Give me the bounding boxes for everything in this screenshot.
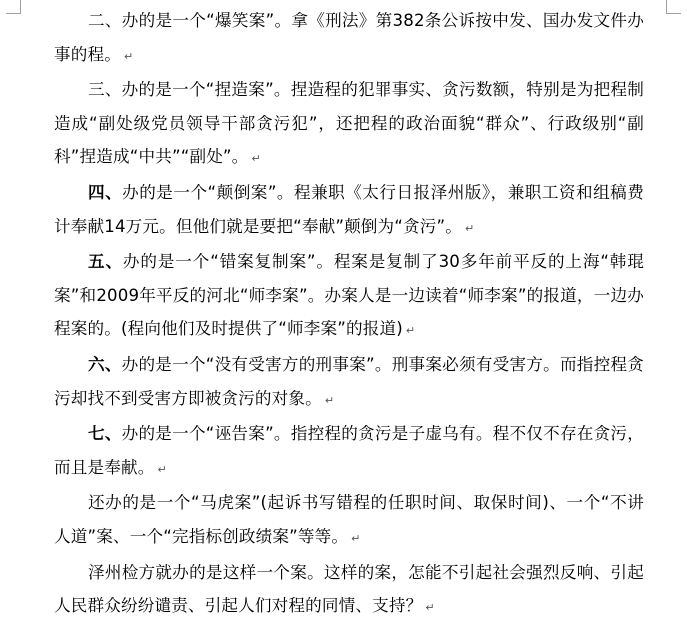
paragraph-text: 二、办的是一个“爆笑案”。拿《刑法》第382条公诉按中发、国办发文件办事的程。	[54, 11, 644, 64]
paragraph-text: 办的是一个“没有受害方的刑事案”。刑事案必须有受害方。而指控程贪污却找不到受害方即被贪污的对象。	[54, 354, 644, 408]
paragraph-mark-icon: ↵	[425, 601, 435, 615]
page-corner-mark-right	[666, 0, 681, 14]
paragraph-lead: 七、	[88, 424, 122, 444]
paragraph-text: 泽州检方就办的是这样一个案。这样的案，怎能不引起社会强烈反响、引起人民群众纷纷谴责、引起人们对程的同情、支持？	[54, 562, 644, 616]
paragraph-mark-icon: ↵	[465, 221, 475, 235]
paragraph-3	[54, 73, 644, 176]
paragraph-text: 办的是一个“诬告案”。指控程的贪污是子虚乌有。程不仅不存在贪污，而且是奉献。	[54, 424, 644, 477]
paragraph-lead: 六、	[88, 354, 122, 374]
paragraph-2	[54, 4, 644, 73]
paragraph-text: 三、办的是一个“捏造案”。捏造程的犯罪事实、贪污数额，特别是为把程制造成“副处级党员领导干部贪污犯”，还把程的政治面貌“群众”、行政级别“副科”捏造成“中共”“副处”。	[54, 80, 644, 167]
paragraph-lead: 五、	[88, 252, 123, 272]
paragraph-6	[54, 348, 644, 417]
paragraph-4	[54, 176, 644, 245]
paragraph-mark-icon: ↵	[123, 49, 134, 63]
paragraph-text: 还办的是一个“马虎案”(起诉书写错程的任职时间、取保时间)、一个“不讲人道”案、一个“完指标创政绩案”等等。	[54, 493, 644, 546]
paragraph-text: 办的是一个“颠倒案”。程兼职《太行日报泽州版》，兼职工资和组稿费计奉献14万元。但他们就是要把“奉献”颠倒为“贪污”。	[54, 182, 644, 236]
paragraph-also	[54, 486, 644, 555]
paragraph-7	[54, 417, 644, 486]
document-body[interactable]	[54, 4, 644, 625]
paragraph-mark-icon: ↵	[351, 531, 361, 545]
paragraph-text: 办的是一个“错案复制案”。程案是复制了30多年前平反的上海“韩琨案”和2009年平反的河北“师李案”。办案人是一边读着“师李案”的报道，一边办程案的。(程向他们及时提供了“师李案”的报道)	[54, 252, 644, 339]
paragraph-5	[54, 245, 644, 348]
paragraph-mark-icon: ↵	[157, 462, 167, 476]
paragraph-lead: 四、	[88, 182, 123, 202]
paragraph-mark-icon: ↵	[251, 152, 261, 166]
paragraph-conclusion	[54, 556, 644, 625]
paragraph-mark-icon: ↵	[405, 324, 416, 338]
page-corner-mark-left	[6, 0, 21, 14]
paragraph-mark-icon: ↵	[324, 393, 335, 407]
